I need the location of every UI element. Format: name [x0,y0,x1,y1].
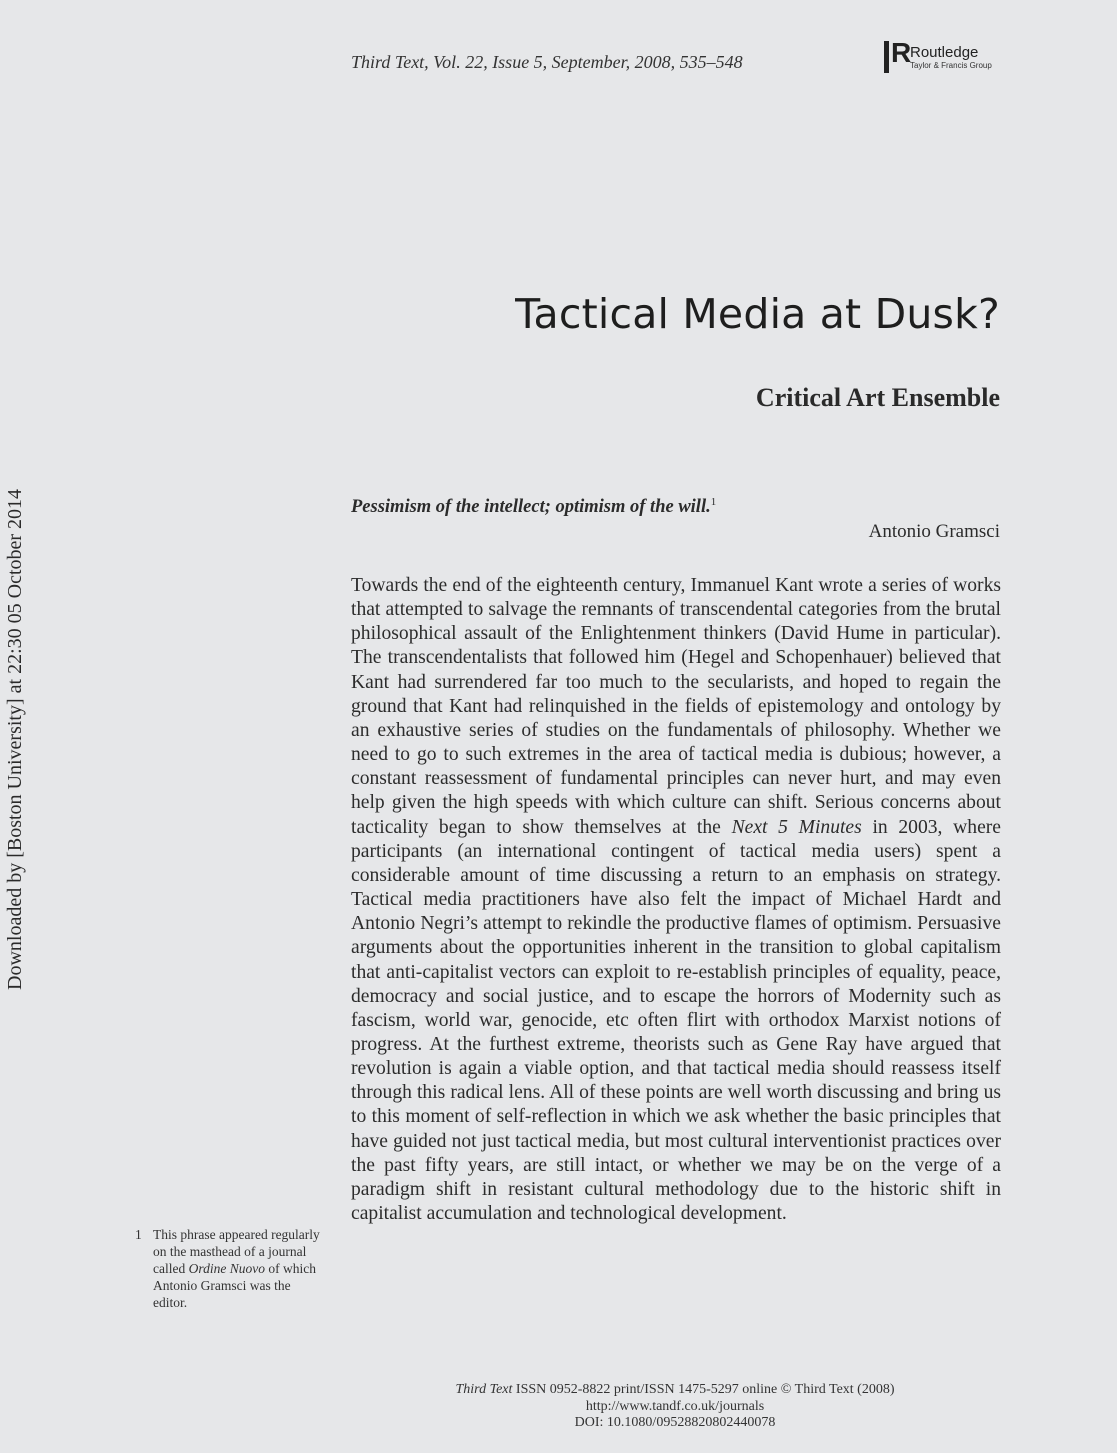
publisher-group: Taylor & Francis Group [910,60,992,70]
footnote-ref[interactable]: 1 [710,496,717,508]
epigraph-source: Antonio Gramsci [868,521,1000,542]
footnote-number: 1 [135,1227,142,1242]
epigraph-text: Pessimism of the intellect; optimism of the will. [351,497,711,518]
publisher-name: Routledge [910,43,979,61]
footnote [135,1226,325,1311]
footer-doi: DOI: 10.1080/09528820802440078 [574,1415,776,1430]
article-author: Critical Art Ensemble [755,383,1000,412]
journal-citation: Third Text, Vol. 22, Issue 5, September, 2008, 535–548 [351,52,743,72]
article-title: Tactical Media at Dusk? [515,290,1000,338]
footer-url[interactable]: http://www.tandf.co.uk/journals [585,1398,765,1414]
footer-issn: Third Text ISSN 0952-8822 print/ISSN 1475-5297 online © Third Text (2008) [455,1382,895,1397]
download-watermark: Downloaded by [Boston University] at 22:30 05 October 2014 [4,488,26,990]
footnote-text: This phrase appeared regularly on the masthead of a journal called Ordine Nuovo of which Antonio Gramsci was the editor. [153,1227,320,1310]
body-paragraph: Towards the end of the eighteenth century, Immanuel Kant wrote a series of works that attempted to salvage the remnants of transcendental categories from the brutal philosophical assault of the Enlightenment thinkers (David Hume in particular). The transcendentalists that followed him (Hegel and Schopenhauer) believed that Kant had surrendered far too much to the secularists, and hoped to regain the ground that Kant had relinquished in the fields of epistemology and ontology by an exhaustive series of studies on the fundamentals of philosophy. Whether we need to go to such extremes in the area of tactical media is dubious; however, a constant reassessment of fundamental principles can never hurt, and may even help given the high speeds with which culture can shift. Serious concerns about tacticality began to show themselves at the Next 5 Minutes in 2003, where participants (an international contingent of tactical media users) spent a considerable amount of time discussing a return to an emphasis on strategy. Tactical media practitioners have also felt the impact of Michael Hardt and Antonio Negri’s attempt to rekindle the productive flames of optimism. Persuasive arguments about the opportunities inherent in the transition to global capitalism that anti-capitalist vectors can exploit to re-establish principles of equality, peace, democracy and social justice, and to escape the horrors of Modernity such as fascism, world war, genocide, etc often flirt with orthodox Marxist notions of progress. At the furthest extreme, theorists such as Gene Ray have argued that revolution is again a viable option, and that tactical media should reassess itself through this radical lens. All of these points are well worth discussing and bring us to this moment of self-reflection in which we ask whether the basic principles that have guided not just tactical media, but most cultural interventionist practices over the past fifty years, are still intact, or whether we may be on the verge of a paradigm shift in resistant cultural methodology due to the historic shift in capitalist accumulation and technological development. [351,575,1002,1225]
routledge-logo-icon: R [884,41,906,73]
page-footer [350,1382,1000,1432]
publisher-logo [884,37,1004,74]
event-name: Next 5 Minutes [731,816,862,838]
epigraph [351,496,1001,518]
